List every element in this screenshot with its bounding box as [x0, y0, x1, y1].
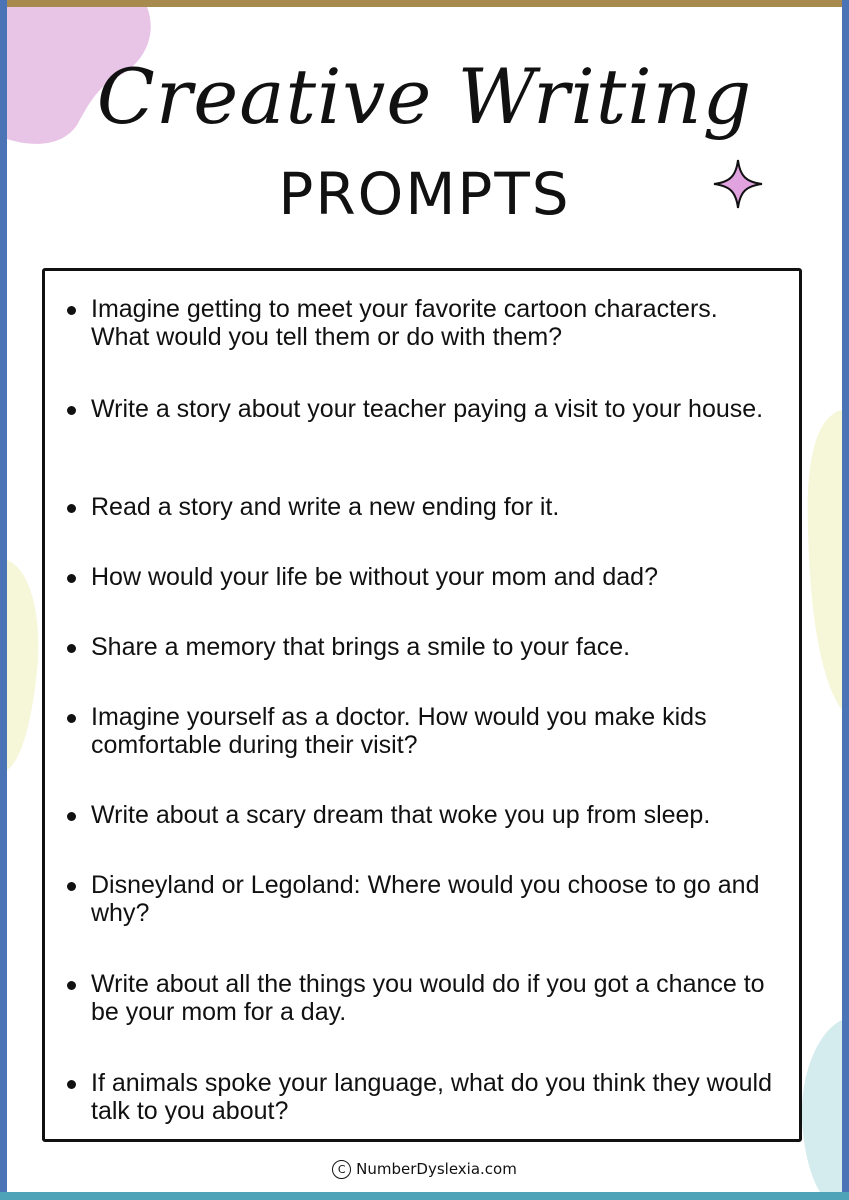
prompt-text: Imagine yourself as a doctor. How would you make kids comfortable during their visit? [91, 703, 707, 759]
prompts-box [42, 268, 802, 1142]
frame-top-border [0, 0, 849, 7]
page-title-script: Creative Writing [96, 52, 753, 141]
bullet-icon [67, 1080, 76, 1089]
bullet-icon [67, 574, 76, 583]
bullet-icon [67, 812, 76, 821]
prompt-text: Disneyland or Legoland: Where would you choose to go and why? [91, 871, 760, 927]
prompt-text: Read a story and write a new ending for it. [91, 493, 560, 521]
bullet-icon [67, 306, 76, 315]
four-point-star-icon [712, 158, 764, 210]
prompt-text: Write about a scary dream that woke you up from sleep. [91, 801, 711, 829]
yellow-blob-right-decoration [800, 410, 842, 710]
frame-bottom-border [0, 1192, 849, 1200]
bullet-icon [67, 504, 76, 513]
prompt-text: Write a story about your teacher paying a visit to your house. [91, 395, 764, 423]
bullet-icon [67, 714, 76, 723]
copyright-icon: C [332, 1160, 351, 1179]
yellow-blob-decoration [7, 560, 47, 770]
bullet-icon [67, 406, 76, 415]
prompt-text: Imagine getting to meet your favorite cartoon characters. What would you tell them or do with them? [91, 295, 718, 351]
bullet-icon [67, 882, 76, 891]
footer-site-name: NumberDyslexia.com [356, 1160, 517, 1178]
prompt-text: How would your life be without your mom and dad? [91, 563, 658, 591]
bullet-icon [67, 981, 76, 990]
bullet-icon [67, 644, 76, 653]
footer-credit [0, 1160, 849, 1179]
prompt-text: Share a memory that brings a smile to your face. [91, 633, 631, 661]
prompt-text: If animals spoke your language, what do you think they would talk to you about? [91, 1069, 772, 1125]
prompt-text: Write about all the things you would do if you got a chance to be your mom for a day. [91, 970, 765, 1026]
page-title-main: PROMPTS [278, 160, 571, 228]
